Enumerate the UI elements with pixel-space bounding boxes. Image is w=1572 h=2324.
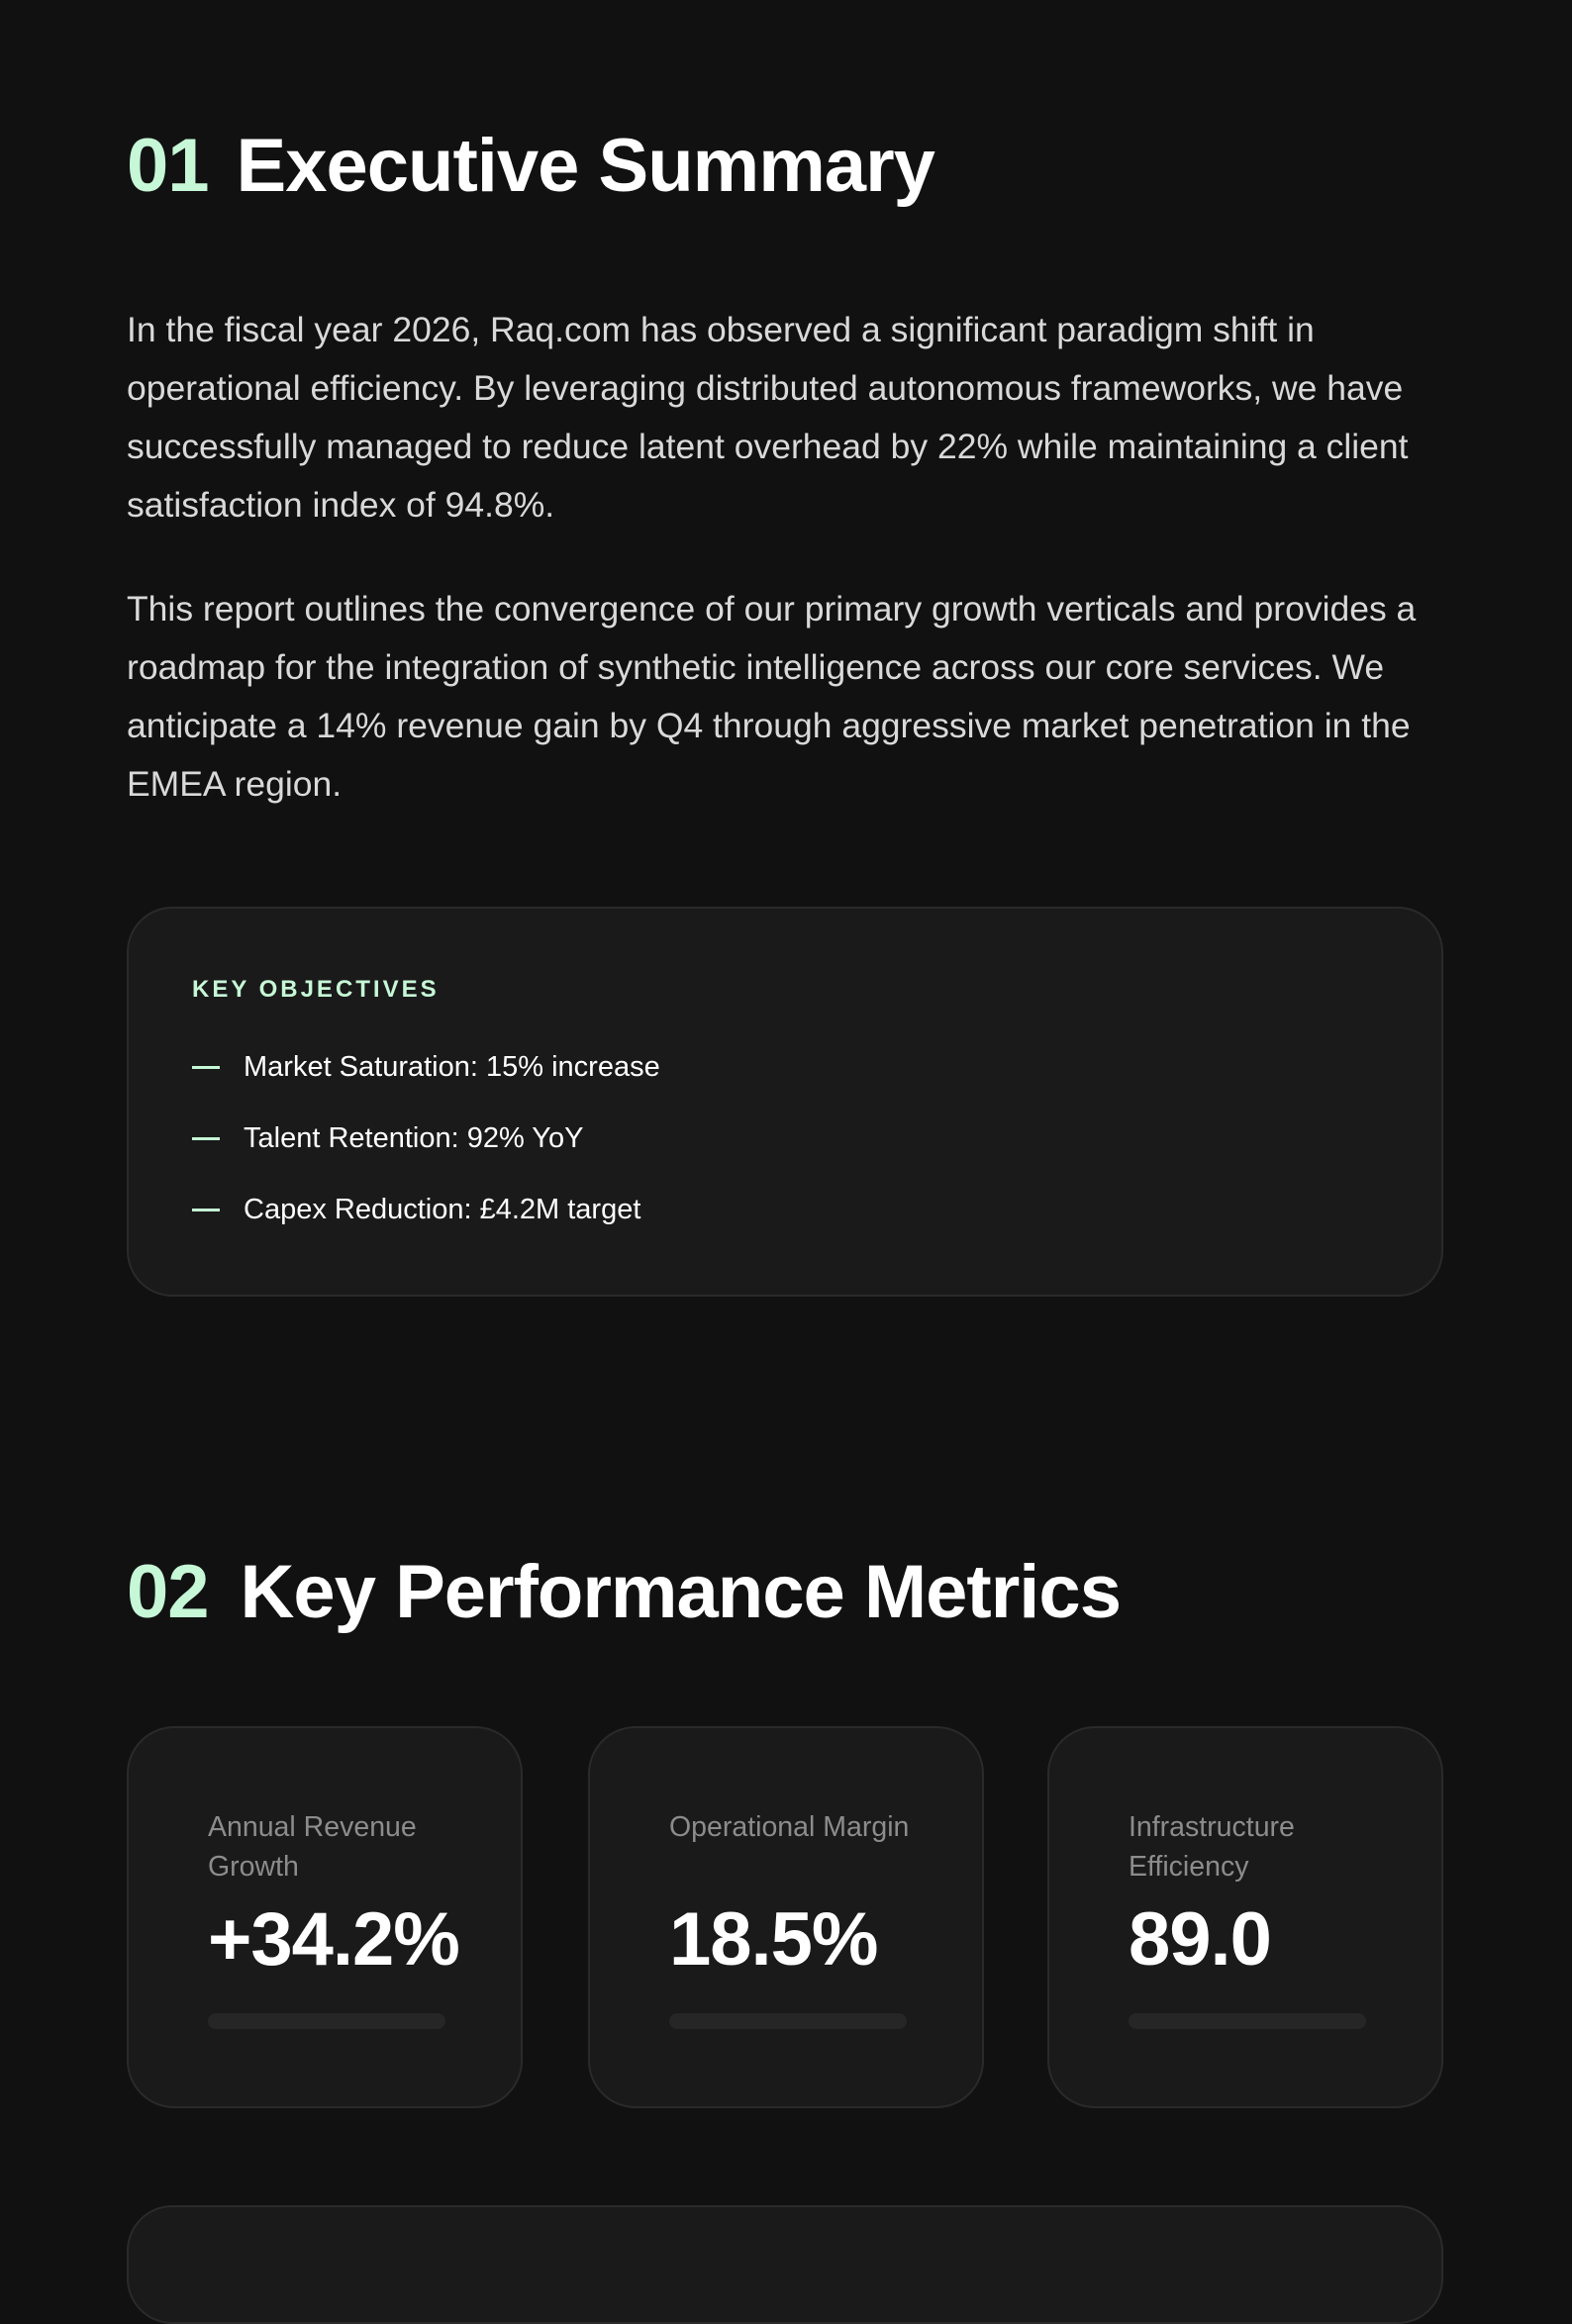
- metric-progress-bar: [669, 2013, 907, 2029]
- summary-paragraph: This report outlines the convergence of our primary growth verticals and provides a roadmap for the integration of synthetic intelligence across our core services. We anticipate a 14% revenue gain by Q4 through aggressive market penetration in the EMEA region.: [127, 589, 1417, 804]
- metric-label: Operational Margin: [669, 1811, 910, 1843]
- key-objectives-label: KEY OBJECTIVES: [192, 976, 440, 1003]
- metric-progress-bar: [208, 2013, 445, 2029]
- key-objectives-card: [127, 907, 1443, 1297]
- metric-card-annual-revenue-growth: [127, 1726, 523, 2108]
- metric-progress-bar: [1129, 2013, 1366, 2029]
- section-title: Executive Summary: [236, 124, 934, 208]
- section-heading-executive-summary: [127, 124, 934, 208]
- metric-card-operational-margin: [588, 1726, 984, 2108]
- objective-text: Talent Retention: 92% YoY: [244, 1122, 584, 1154]
- metric-label: Annual Revenue Growth: [208, 1811, 417, 1883]
- dash-icon: [192, 1209, 220, 1211]
- next-section-card: [127, 2205, 1443, 2324]
- metric-value: +34.2%: [208, 1897, 459, 1982]
- objective-text: Market Saturation: 15% increase: [244, 1051, 660, 1083]
- metric-value: 89.0: [1129, 1897, 1271, 1982]
- summary-paragraph: In the fiscal year 2026, Raq.com has observed a significant paradigm shift in operational efficiency. By leveraging distributed autonomous frameworks, we have successfully managed to reduce latent overhead by 22% while maintaining a client satisfaction index of 94.8%.: [127, 310, 1409, 525]
- metric-label: Infrastructure Efficiency: [1129, 1811, 1295, 1883]
- dash-icon: [192, 1066, 220, 1069]
- objective-text: Capex Reduction: £4.2M target: [244, 1194, 641, 1225]
- section-number: 01: [127, 124, 209, 208]
- metric-card-infrastructure-efficiency: [1047, 1726, 1443, 2108]
- objective-item: [192, 1051, 660, 1084]
- section-number: 02: [127, 1550, 209, 1634]
- dash-icon: [192, 1137, 220, 1140]
- section-title: Key Performance Metrics: [240, 1550, 1121, 1634]
- objective-item: [192, 1194, 640, 1226]
- section-heading-key-performance-metrics: [127, 1550, 1121, 1634]
- objective-item: [192, 1122, 583, 1155]
- metric-value: 18.5%: [669, 1897, 878, 1982]
